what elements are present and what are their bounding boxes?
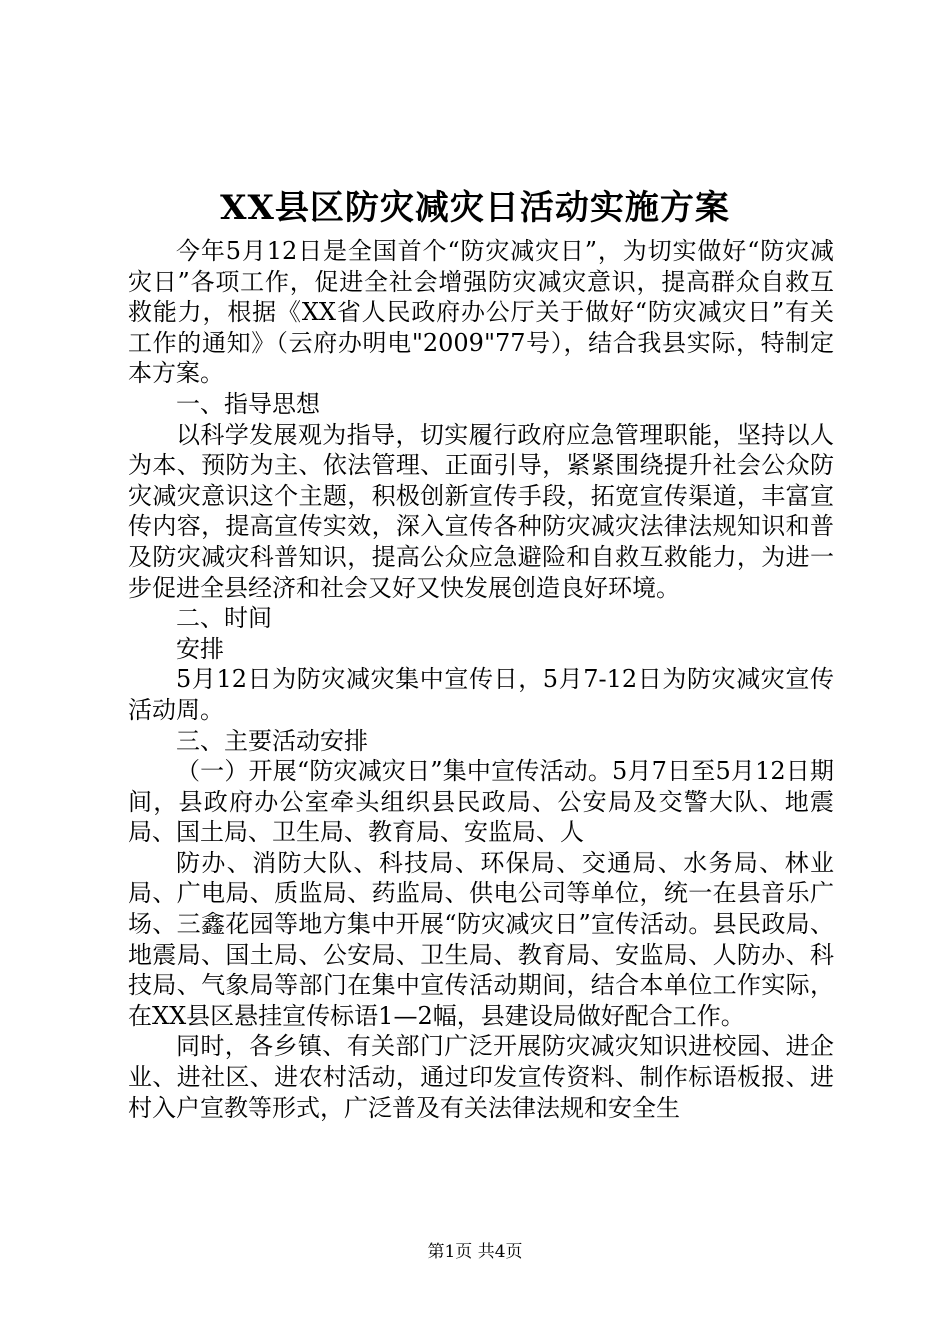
time-paragraph: 5月12日为防灾减灾集中宣传日，5月7-12日为防灾减灾宣传活动周。 (128, 665, 834, 724)
section-heading-guiding-ideology: 一、指导思想 (176, 389, 320, 418)
section-heading-time: 二、时间 (176, 604, 272, 633)
intro-paragraph: 今年5月12日是全国首个“防灾减灾日”，为切实做好“防灾减灾日”各项工作，促进全社会增强防灾减灾意识，提高群众自救互救能力，根据《XX省人民政府办公厅关于做好“防灾减灾日”有关工作的通知》（云府办明电"2009"77号），结合我县实际，特制定本方案。 (128, 237, 834, 388)
page-footer: 第1页 共4页 (427, 1242, 523, 1262)
section-heading-arrangement: 安排 (176, 634, 224, 663)
activity-one-paragraph: （一）开展“防灾减灾日”集中宣传活动。5月7日至5月12日期间，县政府办公室牵头组织县民政局、公安局及交警大队、地震局、国土局、卫生局、教育局、安监局、人 (128, 757, 834, 847)
activity-one-continued-paragraph: 防办、消防大队、科技局、环保局、交通局、水务局、林业局、广电局、质监局、药监局、供电公司等单位，统一在县音乐广场、三鑫花园等地方集中开展“防灾减灾日”宣传活动。县民政局、地震局、国土局、公安局、卫生局、教育局、安监局、人防办、科技局、气象局等部门在集中宣传活动期间，结合本单位工作实际，在XX县区悬挂宣传标语1—2幅，县建设局做好配合工作。 (128, 848, 834, 1030)
simultaneous-activities-paragraph: 同时，各乡镇、有关部门广泛开展防灾减灾知识进校园、进企业、进社区、进农村活动，通过印发宣传资料、制作标语板报、进村入户宣教等形式，广泛普及有关法律法规和安全生 (128, 1032, 834, 1122)
guiding-ideology-paragraph: 以科学发展观为指导，切实履行政府应急管理职能，坚持以人为本、预防为主、依法管理、正面引导，紧紧围绕提升社会公众防灾减灾意识这个主题，积极创新宣传手段，拓宽宣传渠道，丰富宣传内容，提高宣传实效，深入宣传各种防灾减灾法律法规知识和普及防灾减灾科普知识，提高公众应急避险和自救互救能力，为进一步促进全县经济和社会又好又快发展创造良好环境。 (128, 420, 834, 602)
document-body (128, 236, 834, 1123)
document-title: XX县区防灾减灾日活动实施方案 (220, 188, 730, 228)
section-heading-main-activities: 三、主要活动安排 (176, 726, 368, 755)
